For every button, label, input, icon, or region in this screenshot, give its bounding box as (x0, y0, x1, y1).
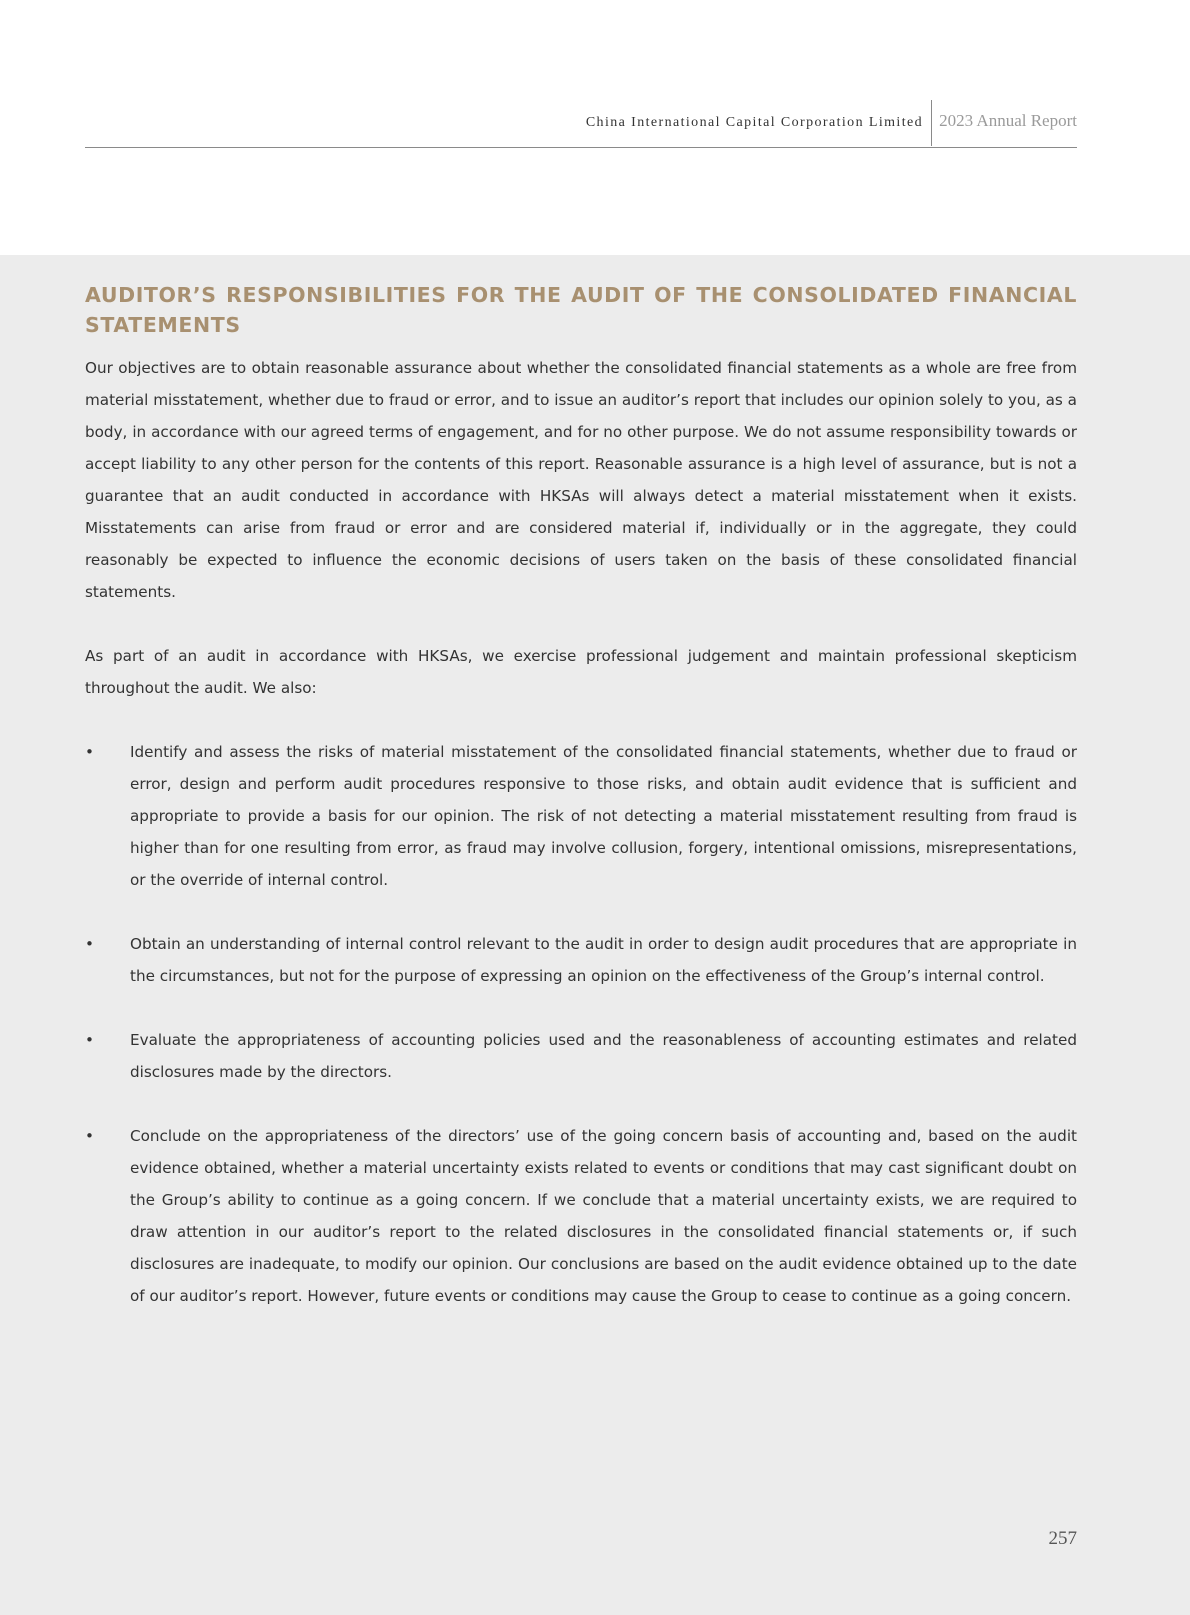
list-item (85, 736, 1077, 896)
bullet-icon: • (85, 743, 94, 761)
section-content (85, 280, 1077, 1344)
page-header-area (0, 0, 1190, 255)
list-item-text: Obtain an understanding of internal control relevant to the audit in order to design audit procedures that are appropriate in the circumstances, but not for the purpose of expressing an opinion on the effectiveness of the Group’s internal control. (130, 935, 1077, 985)
list-item (85, 1024, 1077, 1088)
bullet-icon: • (85, 935, 94, 953)
paragraph-audit-scope: As part of an audit in accordance with HKSAs, we exercise professional judgement and maintain professional skepticism throughout the audit. We also: (85, 647, 1077, 697)
bullet-icon: • (85, 1127, 94, 1145)
list-item (85, 928, 1077, 992)
list-item (85, 1120, 1077, 1312)
header-divider (931, 100, 932, 146)
bullet-icon: • (85, 1031, 94, 1049)
list-item-text: Evaluate the appropriateness of accounting policies used and the reasonableness of accounting estimates and related disclosures made by the directors. (130, 1031, 1077, 1081)
list-item-text: Identify and assess the risks of material misstatement of the consolidated financial statements, whether due to fraud or error, design and perform audit procedures responsive to those risks, and obtain audit evidence that is sufficient and appropriate to provide a basis for our opinion. The risk of not detecting a material misstatement resulting from fraud is higher than for one resulting from error, as fraud may involve collusion, forgery, intentional omissions, misrepresentations, or the override of internal control. (130, 743, 1077, 889)
page-number: 257 (1048, 1528, 1077, 1549)
company-name: China International Capital Corporation Limited (585, 115, 923, 130)
responsibilities-list (85, 736, 1077, 1312)
running-header (85, 100, 1077, 148)
list-item-text: Conclude on the appropriateness of the directors’ use of the going concern basis of accounting and, based on the audit evidence obtained, whether a material uncertainty exists related to events or conditions that may cast significant doubt on the Group’s ability to continue as a going concern. If we conclude that a material uncertainty exists, we are required to draw attention in our auditor’s report to the related disclosures in the consolidated financial statements or, if such disclosures are inadequate, to modify our opinion. Our conclusions are based on the audit evidence obtained up to the date of our auditor’s report. However, future events or conditions may cause the Group to cease to continue as a going concern. (130, 1127, 1077, 1305)
paragraph-objectives: Our objectives are to obtain reasonable assurance about whether the consolidated financial statements as a whole are free from material misstatement, whether due to fraud or error, and to issue an auditor’s report that includes our opinion solely to you, as a body, in accordance with our agreed terms of engagement, and for no other purpose. We do not assume responsibility towards or accept liability to any other person for the contents of this report. Reasonable assurance is a high level of assurance, but is not a guarantee that an audit conducted in accordance with HKSAs will always detect a material misstatement when it exists. Misstatements can arise from fraud or error and are considered material if, individually or in the aggregate, they could reasonably be expected to influence the economic decisions of users taken on the basis of these consolidated financial statements. (85, 359, 1077, 601)
section-heading: AUDITOR’S RESPONSIBILITIES FOR THE AUDIT OF THE CONSOLIDATED FINANCIAL STATEMENTS (85, 283, 1077, 337)
report-title: 2023 Annual Report (939, 111, 1077, 130)
